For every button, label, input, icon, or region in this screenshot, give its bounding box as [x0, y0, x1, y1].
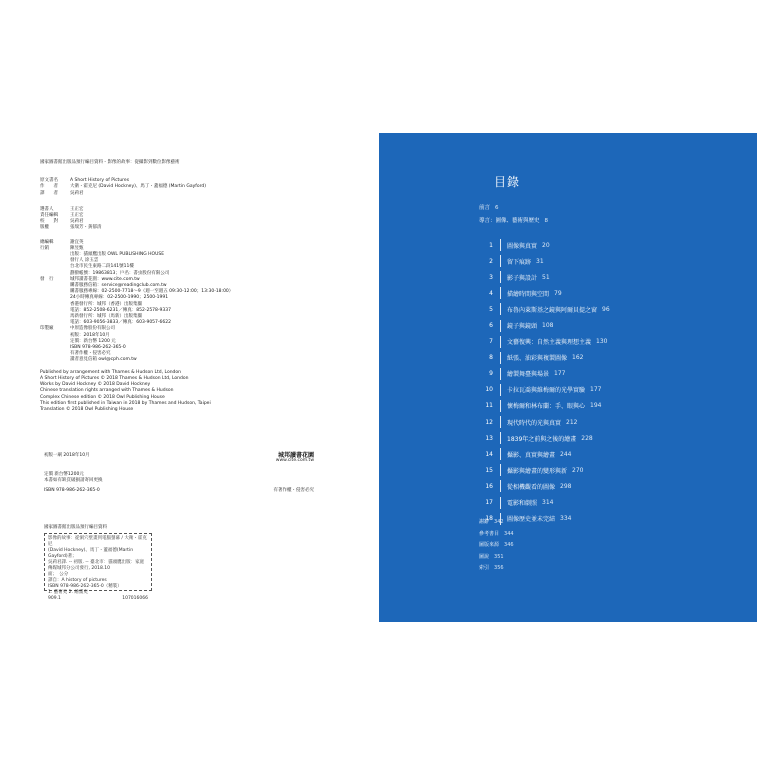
chapter-page: 270 — [572, 466, 584, 474]
cip-line: 面； 公分 — [48, 572, 69, 577]
back-matter-page: 351 — [494, 553, 504, 560]
editorial-fields — [40, 207, 320, 232]
field-value: 購書服務專線：02-2500-7718～9（週一至週五 09:30-12:00；13:30-18:00） — [70, 289, 234, 295]
field-value: 讀者意見信箱 owl@cph.com.tw — [70, 357, 137, 363]
toc-chapter[interactable] — [479, 414, 610, 430]
field-value: 定價：新台幣 1200 元 — [70, 338, 116, 344]
chapter-title: 影子與設計 — [507, 274, 538, 282]
back-matter-page: 344 — [504, 530, 514, 537]
toc-prelims — [479, 202, 548, 228]
field-value: 24小時傳真專線：02-2500-1990；2500-1991 — [70, 295, 169, 301]
chapter-title: 卡拉瓦喬與維梅爾的光學實驗 — [507, 387, 586, 395]
cip-class: 909.1 — [48, 596, 61, 601]
chapter-number: 3 — [489, 273, 493, 281]
prelim-page: 6 — [495, 205, 499, 211]
field-value: 電話：603-9056-3833／傳真：603-9057-6622 — [70, 320, 171, 326]
cip-line: 譯自：A history of pictures — [48, 578, 107, 583]
publisher-block — [40, 240, 320, 364]
chapter-page: 96 — [602, 305, 610, 313]
field-label: 選書人 — [40, 206, 54, 212]
toc-chapter[interactable] — [479, 301, 610, 317]
field-value: 中原造像股份有限公司 — [70, 326, 115, 332]
field-value: 王正宏 — [70, 213, 84, 219]
chapter-divider — [500, 239, 501, 251]
toc-title: 目錄 — [494, 175, 521, 189]
field-value: ISBN 978-986-262-365-0 — [70, 345, 126, 351]
toc-chapter[interactable] — [479, 269, 610, 285]
chapter-number: 10 — [485, 386, 493, 394]
rights-note: 有著作權・侵害必究 — [273, 488, 314, 493]
prelim-text: 前言 — [479, 205, 491, 211]
toc-chapter[interactable] — [479, 366, 610, 382]
field-label: 印製廠 — [40, 326, 54, 332]
toc-chapter[interactable] — [479, 237, 610, 253]
toc-chapter[interactable] — [479, 398, 610, 414]
field-value: 王正宏 — [70, 206, 84, 212]
field-value: 城邦讀書花園：www.cite.com.tw — [70, 276, 140, 282]
chapter-divider — [500, 464, 501, 476]
toc-chapter[interactable] — [479, 495, 610, 511]
prelim-text: 導言：圖像、藝術與歷史 — [479, 218, 540, 224]
field-value: 大衛・霍克尼 (David Hockney)、馬丁・蓋福德 (Martin Gayford) — [70, 184, 206, 190]
toc-page — [379, 133, 757, 622]
chapter-divider — [500, 480, 501, 492]
field-value: 初版：2018年10月 — [70, 332, 110, 338]
field-row — [40, 191, 320, 197]
chapter-number: 13 — [485, 434, 493, 442]
credit-line: Complex Chinese edition © 2018 Owl Publishing House — [40, 394, 165, 400]
field-value: 劃撥帳號：19863813；戶名：書虫股份有限公司 — [70, 270, 170, 276]
chapter-title: 描繪時間與空間 — [507, 290, 550, 298]
chapter-title: 現代時代的光與真實 — [507, 419, 562, 427]
chapter-page: 177 — [554, 370, 566, 378]
chapter-page: 314 — [542, 499, 554, 507]
field-label: 校 對 — [40, 219, 58, 225]
chapter-title: 留下痕跡 — [507, 258, 532, 266]
title-fields — [40, 178, 320, 197]
field-label: 譯 者 — [40, 190, 58, 196]
back-matter-text: 圖說 — [479, 553, 490, 560]
chapter-title: 圖像歷史並未完結 — [507, 516, 556, 524]
chapter-number: 1 — [489, 241, 493, 249]
chapter-page: 212 — [566, 418, 578, 426]
chapter-page: 108 — [542, 322, 554, 330]
chapter-number: 4 — [489, 289, 493, 297]
chapter-number: 5 — [489, 305, 493, 313]
field-label: 總編輯 — [40, 239, 54, 245]
chapter-page: 79 — [554, 289, 562, 297]
cip-line: (David Hockney)、馬丁・蓋福德(Martin Gayford)著； — [48, 548, 134, 559]
chapter-number: 12 — [485, 418, 493, 426]
chapter-title: 1839年之前與之後的繪畫 — [507, 435, 577, 443]
chapter-divider — [500, 303, 501, 315]
publisher-logo: 城邦讀書花園 — [277, 452, 314, 459]
chapter-title: 鏡子與鏡頭 — [507, 323, 538, 331]
back-matter-item[interactable] — [479, 517, 514, 529]
toc-chapter[interactable] — [479, 350, 610, 366]
field-value: 謝宜英 — [70, 239, 84, 245]
credit-line: Works by David Hockney © 2018 David Hockney — [40, 382, 151, 388]
credit-line: Published by arrangement with Thames & Hudson Ltd, London — [40, 369, 182, 375]
field-value: 發行人 涂玉雲 — [70, 258, 99, 264]
chapter-divider — [500, 352, 501, 364]
field-value: 張瑞芳・黃郁清 — [70, 225, 102, 231]
chapter-number: 6 — [489, 322, 493, 330]
chapter-divider — [500, 320, 501, 332]
field-row — [40, 225, 320, 231]
back-matter-text: 圖版來源 — [479, 542, 500, 548]
chapter-title: 懷梅爾和林布蘭：手、眼與心 — [507, 403, 586, 411]
chapter-divider — [500, 271, 501, 283]
toc-chapter[interactable] — [479, 478, 610, 494]
credit-line: A Short History of Pictures © 2018 Thames & Hudson Ltd, London — [40, 375, 189, 381]
chapter-number: 16 — [485, 482, 493, 490]
field-label: 版權 — [40, 225, 49, 231]
field-value: 購書服務信箱：service@readingclub.com.tw — [70, 283, 167, 289]
toc-chapter[interactable] — [479, 253, 610, 269]
chapter-number: 2 — [489, 257, 493, 265]
publisher-url: www.cite.com.tw — [275, 458, 314, 463]
chapter-divider — [500, 368, 501, 380]
chapter-page: 177 — [590, 386, 602, 394]
field-label: 發 行 — [40, 276, 54, 282]
credit-line: Translation © 2018 Owl Publishing House — [40, 406, 134, 412]
chapter-title: 攝影與繪畫的變形與新 — [507, 467, 568, 475]
field-value: 有著作權・侵害必究 — [70, 351, 111, 357]
cip-number: 107016066 — [122, 596, 148, 601]
chapter-number: 11 — [485, 402, 493, 410]
cip-line: 影像的故事：從洞穴壁畫到電腦螢幕 / 大衛・霍克尼 — [48, 536, 147, 547]
toc-chapter[interactable] — [479, 334, 610, 350]
chapter-title: 從相機觀看的圖像 — [507, 483, 556, 491]
chapter-number: 17 — [485, 499, 493, 507]
toc-chapter[interactable] — [479, 462, 610, 478]
back-matter-item[interactable] — [479, 540, 514, 552]
chapter-page: 334 — [560, 515, 572, 523]
chapter-divider — [500, 448, 501, 460]
chapter-page: 162 — [572, 354, 584, 362]
chapter-title: 繪製舞臺與場景 — [507, 371, 550, 379]
credit-line: This edition first published in Taiwan in 2018 by Thames and Hudson, Taipei — [40, 400, 211, 406]
field-value: 吳莉君 — [70, 190, 84, 196]
field-value: 香港發行所：城邦（香港）出版集團 — [70, 301, 142, 307]
back-matter-text: 索引 — [479, 565, 490, 571]
chapter-page: 244 — [560, 450, 572, 458]
chapter-divider — [500, 416, 501, 428]
chapter-title: 文藝復興：自然主義與理想主義 — [507, 339, 592, 347]
field-value: 陳昱甄 — [70, 245, 84, 251]
cip-box — [44, 533, 152, 601]
toc-chapter[interactable] — [479, 430, 610, 446]
back-matter-text: 謝辭 — [479, 519, 490, 525]
back-matter-page: 342 — [494, 519, 504, 525]
chapter-number: 8 — [489, 354, 493, 362]
cip-class-row — [48, 596, 148, 602]
defect-note: 本書如有缺頁破損請寄回更換 — [44, 478, 103, 483]
back-matter-text: 參考書目 — [479, 530, 500, 537]
print-info: 初版一刷 2018年10月 — [44, 453, 90, 458]
back-matter-page: 356 — [494, 565, 504, 571]
chapter-title: 布魯內萊斯基之鏡與阿爾貝提之窗 — [507, 306, 598, 314]
cip-line: ISBN 978-986-262-365-0（精裝） — [48, 584, 122, 589]
back-matter-item[interactable] — [479, 563, 514, 575]
chapter-page: 31 — [536, 257, 544, 265]
cip-title: 國家圖書館出版品預行編目資料 — [44, 525, 107, 530]
chapter-title: 攝影、真實與繪畫 — [507, 451, 556, 459]
field-value: 出版：貓頭鷹出版 OWL PUBLISHING HOUSE — [70, 252, 165, 258]
field-value: A Short History of Pictures — [70, 178, 130, 184]
chapter-title: 紙張、油彩與複製圖像 — [507, 355, 568, 363]
chapter-page: 130 — [596, 338, 608, 346]
chapter-number: 15 — [485, 466, 493, 474]
chapter-divider — [500, 384, 501, 396]
back-matter-item[interactable] — [479, 529, 514, 541]
chapter-page: 194 — [590, 402, 602, 410]
chapter-page: 228 — [581, 434, 593, 442]
chapter-title: 圖像與真實 — [507, 242, 538, 250]
field-label — [40, 357, 70, 363]
field-label: 責任編輯 — [40, 213, 58, 219]
back-matter-item[interactable] — [479, 552, 514, 564]
chapter-number: 18 — [485, 515, 493, 523]
toc-chapter[interactable] — [479, 446, 610, 462]
field-label: 作 者 — [40, 184, 58, 190]
chapter-divider — [500, 400, 501, 412]
chapter-number: 7 — [489, 338, 493, 346]
cip-line: 1. 藝術史 2. 繪畫史 — [48, 590, 88, 595]
copyright-header: 國家圖書館出版品預行編目資料 - 影像的故事：從攝影到數位影像藝術 — [40, 160, 180, 165]
field-label: 原文書名 — [40, 178, 58, 184]
field-value: 馬新發行所：城邦（馬新）出版集團 — [70, 314, 142, 320]
field-value: 電話：852-2508-6231／傳真：852-2578-9337 — [70, 307, 171, 313]
toc-chapter[interactable] — [479, 317, 610, 333]
chapter-divider — [500, 497, 501, 509]
credit-line: Chinese translation rights arranged with Thames & Hudson — [40, 388, 174, 394]
copyright-page — [40, 160, 320, 600]
toc-chapter[interactable] — [479, 285, 610, 301]
toc-prelim-item[interactable] — [479, 202, 548, 215]
toc-back-matter — [479, 517, 514, 575]
field-row — [40, 357, 320, 363]
toc-prelim-item[interactable] — [479, 215, 548, 228]
chapter-divider — [500, 432, 501, 444]
chapter-number: 9 — [489, 370, 493, 378]
chapter-number: 14 — [485, 450, 493, 458]
prelim-page: 8 — [544, 218, 549, 224]
chapter-page: 20 — [542, 241, 550, 249]
chapter-page: 51 — [542, 273, 550, 281]
chapter-title: 電影和劇照 — [507, 500, 538, 508]
price-line: 定價 新台幣1200元 — [44, 472, 84, 477]
cip-line: 吳莉君譯. -- 初版. -- 臺北市：貓頭鷹出版：家庭傳媒城邦分公司發行, 2018.10 — [48, 560, 145, 571]
chapter-page: 298 — [560, 482, 572, 490]
field-value: 吳莉君 — [70, 219, 84, 225]
chapter-divider — [500, 287, 501, 299]
field-label: 行銷 — [40, 245, 49, 251]
chapter-divider — [500, 255, 501, 267]
english-credits — [40, 370, 320, 413]
toc-chapter[interactable] — [479, 382, 610, 398]
isbn-line: ISBN 978-986-262-365-0 — [44, 488, 100, 493]
chapter-divider — [500, 336, 501, 348]
back-matter-page: 346 — [504, 542, 514, 548]
toc-chapter-list — [479, 237, 610, 527]
field-value: 台北市民生東路二段141號11樓 — [70, 264, 134, 270]
